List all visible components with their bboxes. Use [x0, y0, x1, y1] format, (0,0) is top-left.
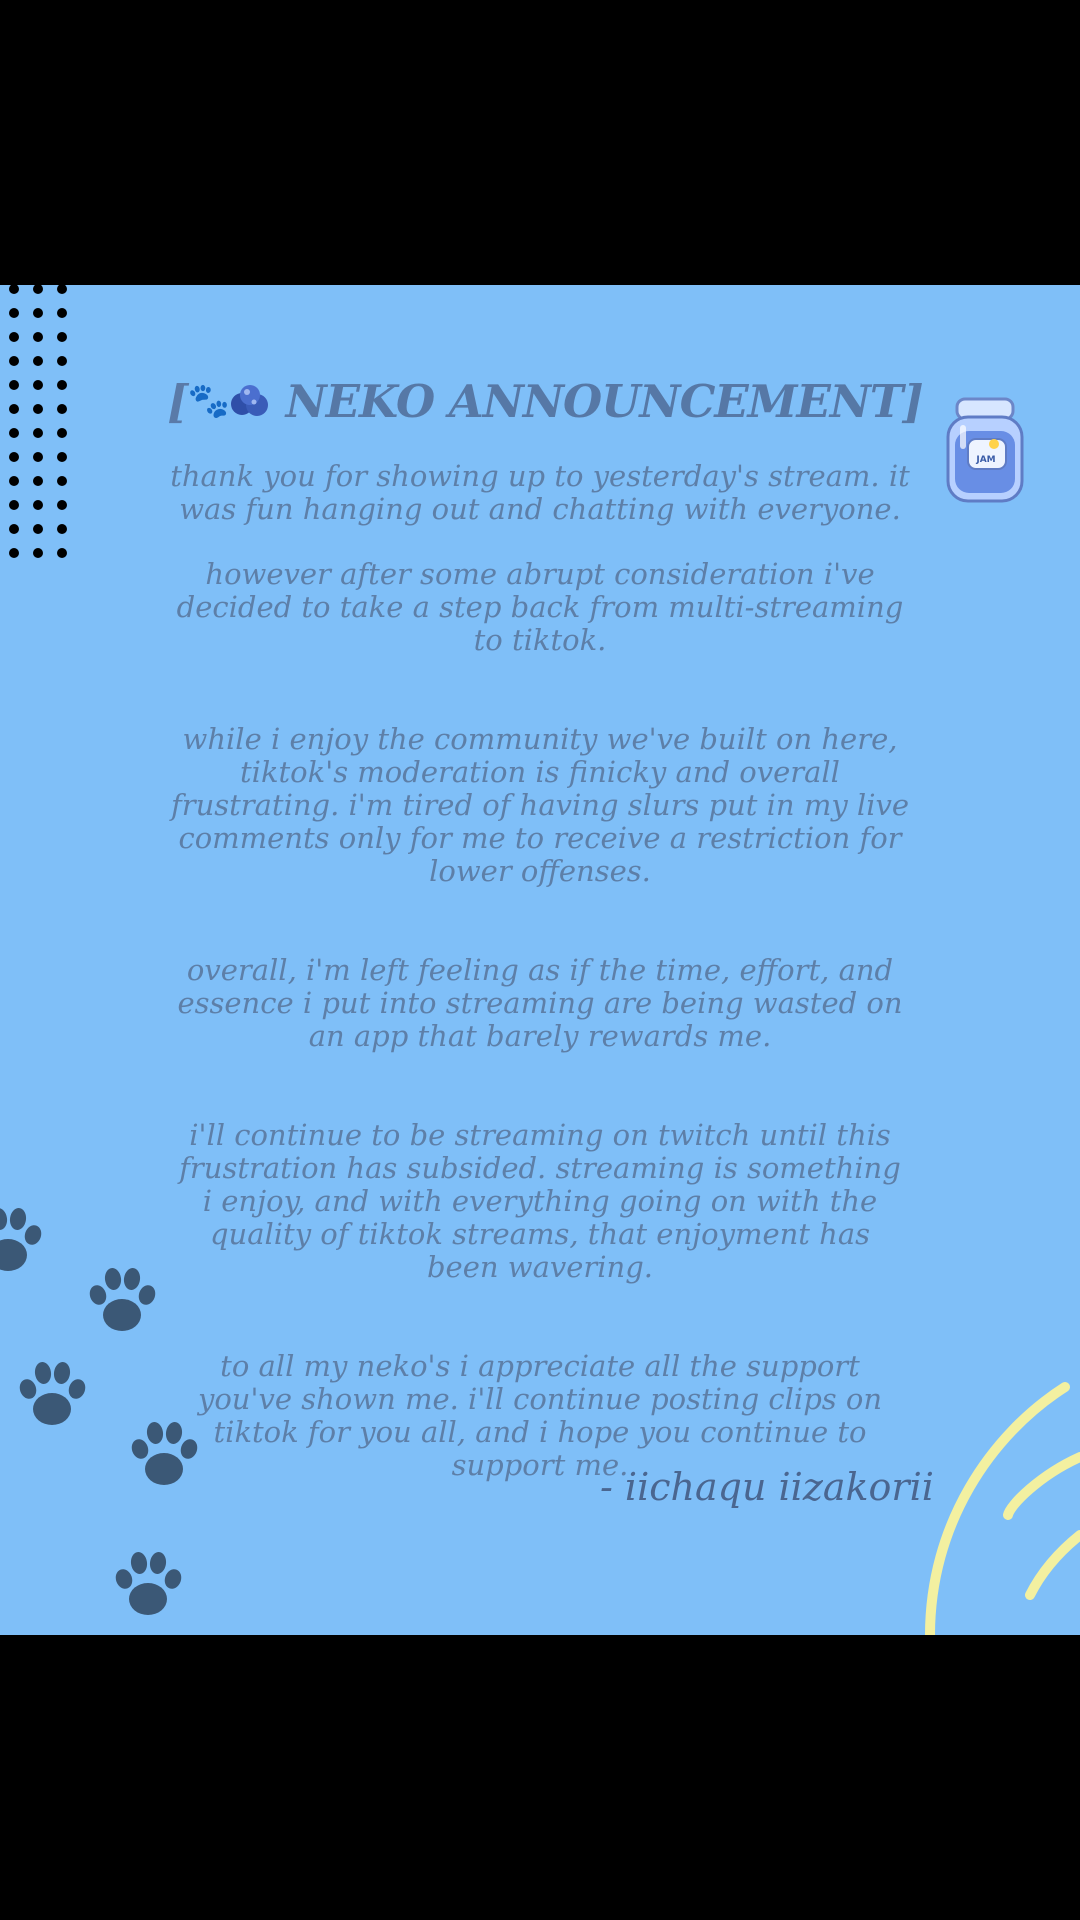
announcement-title — [150, 373, 940, 430]
paragraph-5: i'll continue to be streaming on twitch until this frustration has subsided. streaming is something i enjoy, and with everything going on with the quality of tiktok streams, that enjoyment has been wavering. — [179, 1118, 901, 1284]
paragraph-2: however after some abrupt consideration i've decided to take a step back from multi-streaming to tiktok. — [176, 557, 904, 657]
jar-label: JAM — [976, 455, 996, 465]
dot-grid-decoration — [4, 285, 70, 575]
announcement-card — [0, 285, 1080, 1635]
title-open-bracket: [ — [167, 375, 188, 428]
jam-jar-icon — [940, 395, 1030, 505]
paragraph-1: thank you for showing up to yesterday's stream. it was fun hanging out and chatting with everyone. — [170, 459, 910, 526]
paragraph-6: to all my neko's i appreciate all the support you've shown me. i'll continue posting clips on tiktok for you all, and i hope you continue to support me. — [197, 1349, 883, 1482]
paragraph-4: overall, i'm left feeling as if the time, effort, and essence i put into streaming are being wasted on an app that barely rewards me. — [177, 953, 903, 1053]
paw-icon — [110, 1547, 186, 1623]
title-text: NEKO ANNOUNCEMENT] — [285, 375, 923, 428]
paw-prints-icon: 🐾 — [187, 381, 229, 421]
signature: - iichaqu iizakorii — [600, 1465, 934, 1509]
blueberry-icon — [229, 383, 271, 419]
paw-icon — [0, 1203, 46, 1279]
paragraph-3: while i enjoy the community we've built on here, tiktok's moderation is finicky and overall frustrating. i'm tired of having slurs put in my live comments only for me to receive a restriction for lower offenses. — [170, 722, 910, 888]
paw-icon — [126, 1417, 202, 1493]
arc-lines-decoration — [900, 1375, 1080, 1635]
paw-icon — [84, 1263, 160, 1339]
paw-icon — [14, 1357, 90, 1433]
